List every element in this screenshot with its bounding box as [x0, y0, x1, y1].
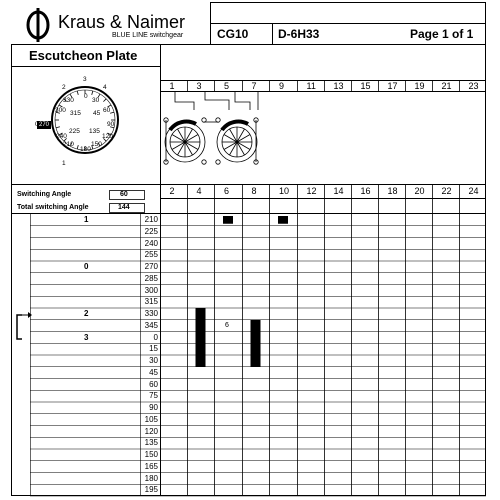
dial-angle-label: 45 [93, 110, 101, 117]
dial-angle-label: 180 [80, 146, 91, 153]
position-angle: 285 [144, 273, 158, 283]
position-angle: 45 [149, 367, 158, 377]
series-code: CG10 [217, 27, 249, 41]
terminal-bottom-8: 8 [251, 186, 257, 196]
position-label: 0 [84, 262, 89, 271]
dial-position-label: 0 [35, 121, 39, 128]
position-angle: 225 [144, 226, 158, 236]
terminal-bottom-22: 22 [441, 186, 452, 196]
position-angle: 0 [153, 332, 158, 342]
dial-angle-label: 300 [55, 107, 66, 114]
terminal-top-7: 7 [251, 81, 257, 91]
brand-tagline: BLUE LINE switchgear [112, 32, 184, 39]
terminal-top-1: 1 [169, 81, 175, 91]
position-label: 1 [84, 215, 89, 224]
dial-angle-label: 30 [92, 97, 100, 104]
dial-angle-label: 225 [69, 128, 80, 135]
position-angle: 180 [144, 473, 158, 483]
position-angle: 315 [144, 297, 158, 307]
dial-angle-label: 0 [84, 93, 88, 100]
position-angle: 75 [149, 391, 158, 401]
page-indicator: Page 1 of 1 [410, 27, 474, 41]
position-angle: 330 [144, 309, 158, 318]
position-angle: 300 [144, 285, 158, 295]
terminal-bottom-14: 14 [333, 186, 344, 196]
terminal-bottom-6: 6 [224, 186, 230, 196]
terminal-bottom-24: 24 [468, 186, 479, 196]
terminal-bottom-2: 2 [169, 186, 175, 196]
terminal-top-15: 15 [360, 81, 371, 91]
dial-angle-label: 150 [91, 141, 102, 148]
position-angle: 270 [144, 262, 158, 271]
terminal-bottom-18: 18 [387, 186, 398, 196]
terminal-bottom-12: 12 [306, 186, 317, 196]
position-angle: 150 [144, 450, 158, 459]
switching-angle-value: 60 [120, 191, 128, 198]
escutcheon-title: Escutcheon Plate [29, 48, 138, 63]
terminal-bottom-4: 4 [196, 186, 202, 196]
kraus-naimer-logo [28, 8, 48, 42]
dial-angle-label: 210 [63, 141, 74, 148]
dial-angle-label: 330 [63, 97, 74, 104]
terminal-top-5: 5 [224, 81, 230, 91]
dial-angle-label: 240 [56, 133, 67, 140]
position-angle: 90 [149, 403, 158, 412]
position-angle: 120 [144, 426, 158, 436]
terminal-top-3: 3 [196, 81, 202, 91]
terminal-top-17: 17 [387, 81, 398, 91]
position-angle: 240 [144, 238, 158, 248]
terminal-top-13: 13 [333, 81, 344, 91]
terminal-top-19: 19 [414, 81, 425, 91]
terminal-bottom-20: 20 [414, 186, 425, 196]
switching-angle-label: Switching Angle [17, 191, 72, 198]
dial-position-label: 4 [103, 84, 107, 91]
terminal-bottom-10: 10 [279, 186, 290, 196]
contact-element-schematic [164, 92, 258, 164]
switch-code: D-6H33 [278, 27, 320, 41]
brand-name: Kraus & Naimer [58, 12, 186, 32]
contact-closed-bar [251, 320, 261, 367]
total-switching-angle-value: 144 [118, 204, 130, 211]
sequence-bracket [17, 312, 32, 339]
terminal-bottom-16: 16 [360, 186, 371, 196]
dial-angle-label: 135 [89, 128, 100, 135]
contact-closed-bar [223, 216, 233, 224]
position-angle: 165 [144, 461, 158, 471]
dial-position-label: 3 [83, 76, 87, 83]
dial-angle-label: 120 [102, 133, 113, 140]
terminal-top-23: 23 [468, 81, 479, 91]
dial-angle-label: 315 [70, 110, 81, 117]
position-angle: 60 [149, 379, 158, 389]
position-angle: 135 [144, 438, 158, 448]
dial-pointer-label: 270 [39, 122, 50, 128]
position-angle: 210 [144, 215, 158, 224]
dial-position-label: 1 [62, 160, 66, 167]
position-label: 3 [84, 332, 89, 342]
position-angle: 345 [144, 320, 158, 330]
terminal-top-21: 21 [441, 81, 452, 91]
position-angle: 30 [149, 356, 158, 365]
total-switching-angle-label: Total switching Angle [17, 204, 89, 211]
terminal-top-11: 11 [306, 81, 316, 91]
position-label: 2 [84, 309, 89, 318]
position-angle: 15 [149, 344, 158, 354]
position-angle: 105 [144, 414, 158, 424]
contact-closed-bar [278, 216, 288, 224]
terminal-top-9: 9 [279, 81, 285, 91]
dial-position-label: 2 [62, 84, 66, 91]
position-angle: 195 [144, 485, 158, 495]
contact-note: 6 [225, 322, 229, 329]
contact-closed-bar [196, 308, 206, 367]
dial-angle-label: 60 [103, 107, 111, 114]
position-angle: 255 [144, 250, 158, 260]
escutcheon-dial [37, 84, 118, 153]
dial-angle-label: 90 [107, 121, 115, 128]
